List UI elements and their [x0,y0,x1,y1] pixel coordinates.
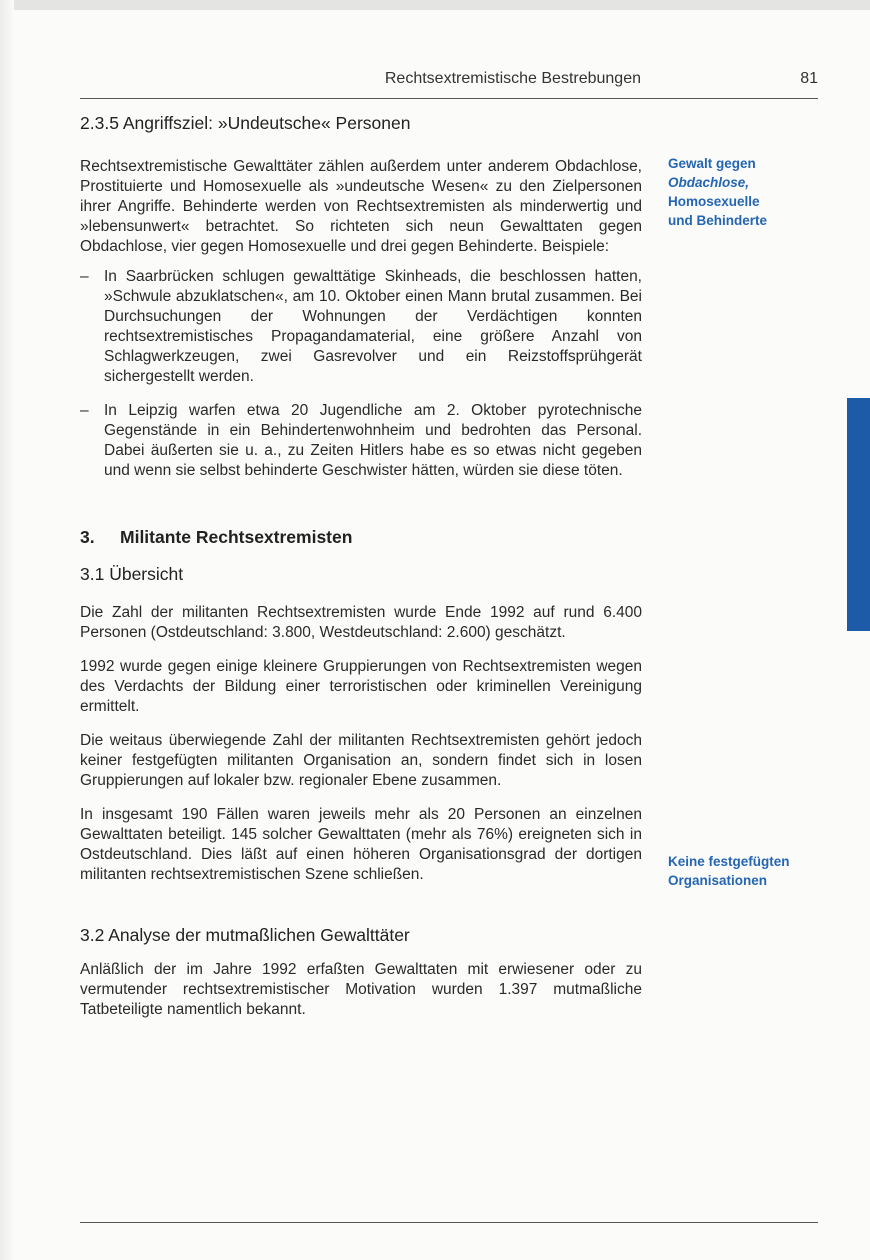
paragraph: Rechtsextremistische Gewalttäter zählen außerdem unter anderem Obdachlose, Prostituierte und Homosexuelle als »undeutsche Wesen« zu den Zielpersonen ihrer Angriffe. Behinderte werden von Rechtsextremisten als minderwertig und »lebensunwert« betrachtet. So richteten sich neun Gewalttaten gegen Obdachlose, vier gegen Homosexuelle und drei gegen Behinderte. Beispiele: [80,158,642,255]
chapter-thumb-tab [847,398,870,631]
section-3-2-heading [80,925,642,946]
list-item [80,401,642,481]
section-number: 3.2 [80,925,105,945]
section-3-1-heading [80,564,642,585]
section-2-3-5-heading [80,113,642,134]
section-number: 2.3.5 [80,113,119,133]
paragraph: 1992 wurde gegen einige kleinere Gruppierungen von Rechtsextremisten wegen des Verdachts der Bildung einer terroristischen oder kriminellen Vereinigung ermittelt. [80,658,642,715]
section-title: Analyse der mutmaßlichen Gewalttäter [108,925,410,945]
section-number: 3.1 [80,564,105,584]
list-item-text: In Leipzig warfen etwa 20 Jugendliche am 2. Oktober pyrotechnische Gegenstände in ein Behindertenwohnheim und bedrohten das Personal. Dabei äußerten sie u. a., zu Zeiten Hitlers habe es so etwas nicht gegeben und wenn sie selbst behinderte Geschwister hätten, würden sie diese töten. [104,402,642,479]
margin-note-line: Obdachlose, [668,175,750,190]
footer-rule [80,1222,818,1223]
list-item [80,267,642,387]
page-number: 81 [800,70,818,87]
margin-note-line: Homosexuelle [668,194,760,209]
margin-note-line: Keine festgefügten [668,854,790,869]
paragraph: Die weitaus überwiegende Zahl der militanten Rechtsextremisten gehört jedoch keiner festgefügten militanten Organisation an, sondern findet sich in losen Gruppierungen auf lokaler bzw. regionaler Ebene zusammen. [80,732,642,789]
example-list [80,267,642,481]
scan-left-shadow [0,0,14,1260]
margin-note-line: und Behinderte [668,213,768,228]
margin-note-organisations [668,852,838,890]
margin-note-line: Organisationen [668,873,768,888]
section-number: 3. [80,527,95,547]
margin-note-violence [668,154,838,230]
list-dash: – [80,402,89,419]
section-3-heading [80,527,642,548]
section-title: Übersicht [109,564,184,584]
header-rule [80,98,818,99]
main-column [80,113,642,1020]
list-item-text: In Saarbrücken schlugen gewalttätige Skinheads, die beschlossen hatten, »Schwule abzuklatschen«, am 10. Oktober einen Mann brutal zusammen. Bei Durchsuchungen der Wohnungen der Verdächtigen konnten rechtsextremistisches Propagandamaterial, eine größere Anzahl von Schlagwerkzeugen, zwei Gasrevolver und ein Reizstoffsprühgerät sichergestellt werden. [104,268,642,385]
paragraph: Die Zahl der militanten Rechtsextremisten wurde Ende 1992 auf rund 6.400 Personen (Ostdeutschland: 3.800, Westdeutschland: 2.600) geschätzt. [80,604,642,641]
list-dash: – [80,268,89,285]
section-title: Angriffsziel: »Undeutsche« Personen [122,113,411,133]
section-title: Militante Rechtsextremisten [120,527,353,547]
paragraph: Anläßlich der im Jahre 1992 erfaßten Gewalttaten mit erwiesener oder zu vermutender rechtsextremistischer Motivation wurden 1.397 mutmaßliche Tatbeteiligte namentlich bekannt. [80,961,642,1018]
margin-note-line: Gewalt gegen [668,156,756,171]
running-header-title: Rechtsextremistische Bestrebungen [384,70,641,87]
paragraph: In insgesamt 190 Fällen waren jeweils mehr als 20 Personen an einzelnen Gewalttaten beteiligt. 145 solcher Gewalttaten (mehr als 76%) ereigneten sich in Ostdeutschland. Dies läßt auf einen höheren Organisationsgrad der dortigen militanten rechtsextremistischen Szene schließen. [80,806,642,883]
scan-top-edge [0,0,870,10]
